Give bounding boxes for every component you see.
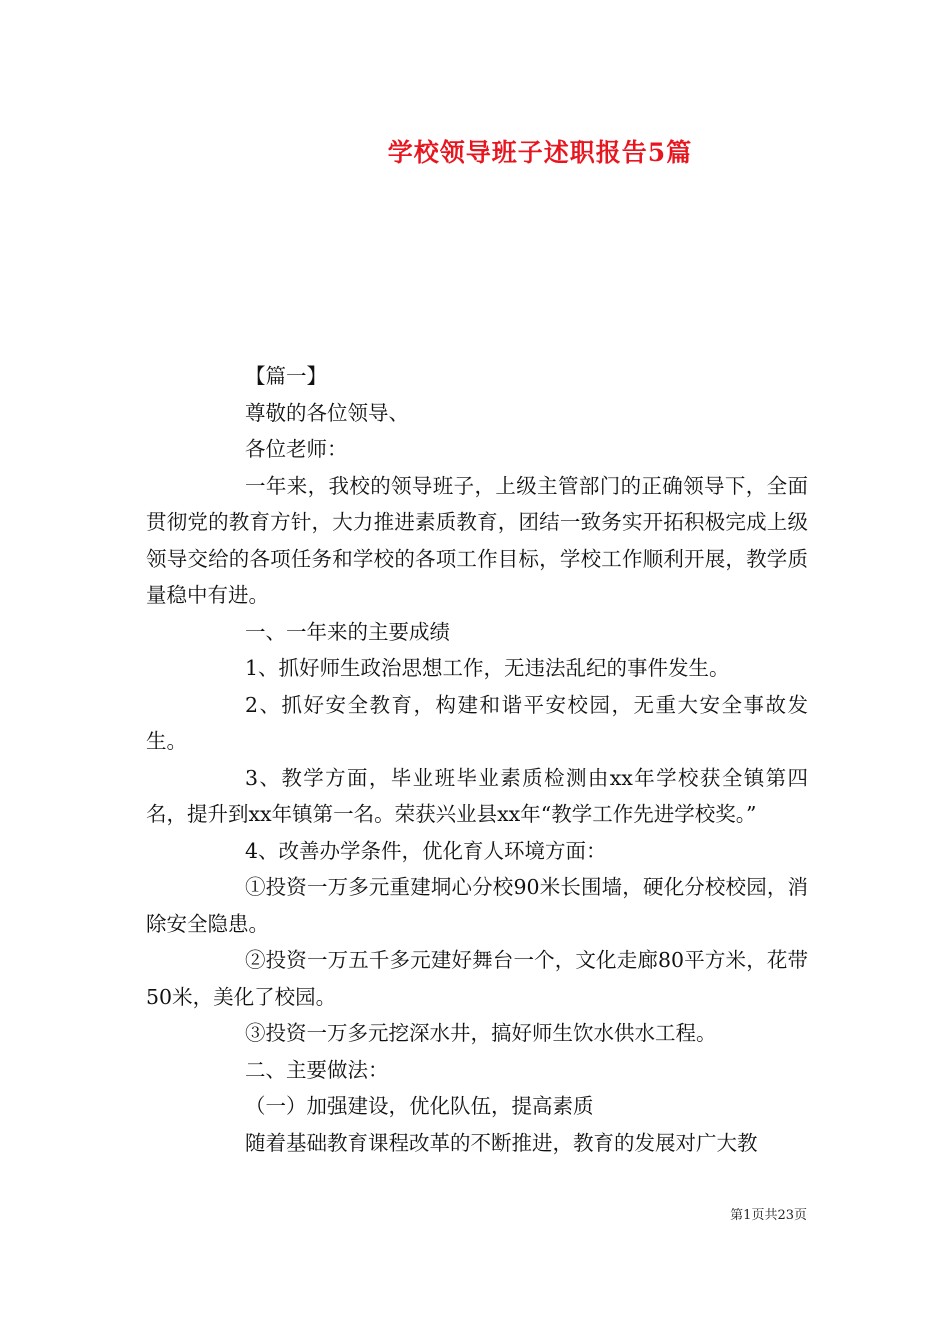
list-item: 3、教学方面，毕业班毕业素质检测由xx年学校获全镇第四名，提升到xx年镇第一名。荣获兴业县xx年“教学工作先进学校奖。” [146, 765, 808, 826]
sub-list-item: ②投资一万五千多元建好舞台一个，文化走廊80平方米，花带50米，美化了校园。 [146, 948, 808, 1009]
document-body [146, 358, 808, 1161]
list-item: 1、抓好师生政治思想工作，无违法乱纪的事件发生。 [245, 656, 730, 680]
section-heading-methods: 二、主要做法： [245, 1057, 389, 1082]
intro-paragraph: 一年来，我校的领导班子，上级主管部门的正确领导下，全面贯彻党的教育方针，大力推进素质教育，团结一致务实开拓积极完成上级领导交给的各项任务和学校的各项工作目标，学校工作顺利开展，教学质量稳中有进。 [146, 473, 808, 607]
salutation-line: 各位老师： [245, 437, 348, 461]
sub-list-item: ①投资一万多元重建垌心分校90米长围墙，硬化分校校园，消除安全隐患。 [146, 875, 808, 936]
section-heading-achievements: 一、一年来的主要成绩 [245, 619, 450, 644]
document-title: 学校领导班子述职报告5篇 [387, 138, 693, 167]
page-number: 第1页共23页 [730, 1208, 807, 1223]
section-heading: 【篇一】 [245, 364, 327, 388]
salutation-line: 尊敬的各位领导、 [245, 400, 409, 425]
list-item: 2、抓好安全教育，构建和谐平安校园，无重大安全事故发生。 [146, 692, 808, 753]
body-paragraph: 随着基础教育课程改革的不断推进，教育的发展对广大教 [245, 1130, 758, 1155]
subheading: （一）加强建设，优化队伍，提高素质 [245, 1094, 594, 1118]
list-item: 4、改善办学条件，优化育人环境方面： [245, 838, 607, 863]
sub-list-item: ③投资一万多元挖深水井，搞好师生饮水供水工程。 [245, 1021, 717, 1045]
